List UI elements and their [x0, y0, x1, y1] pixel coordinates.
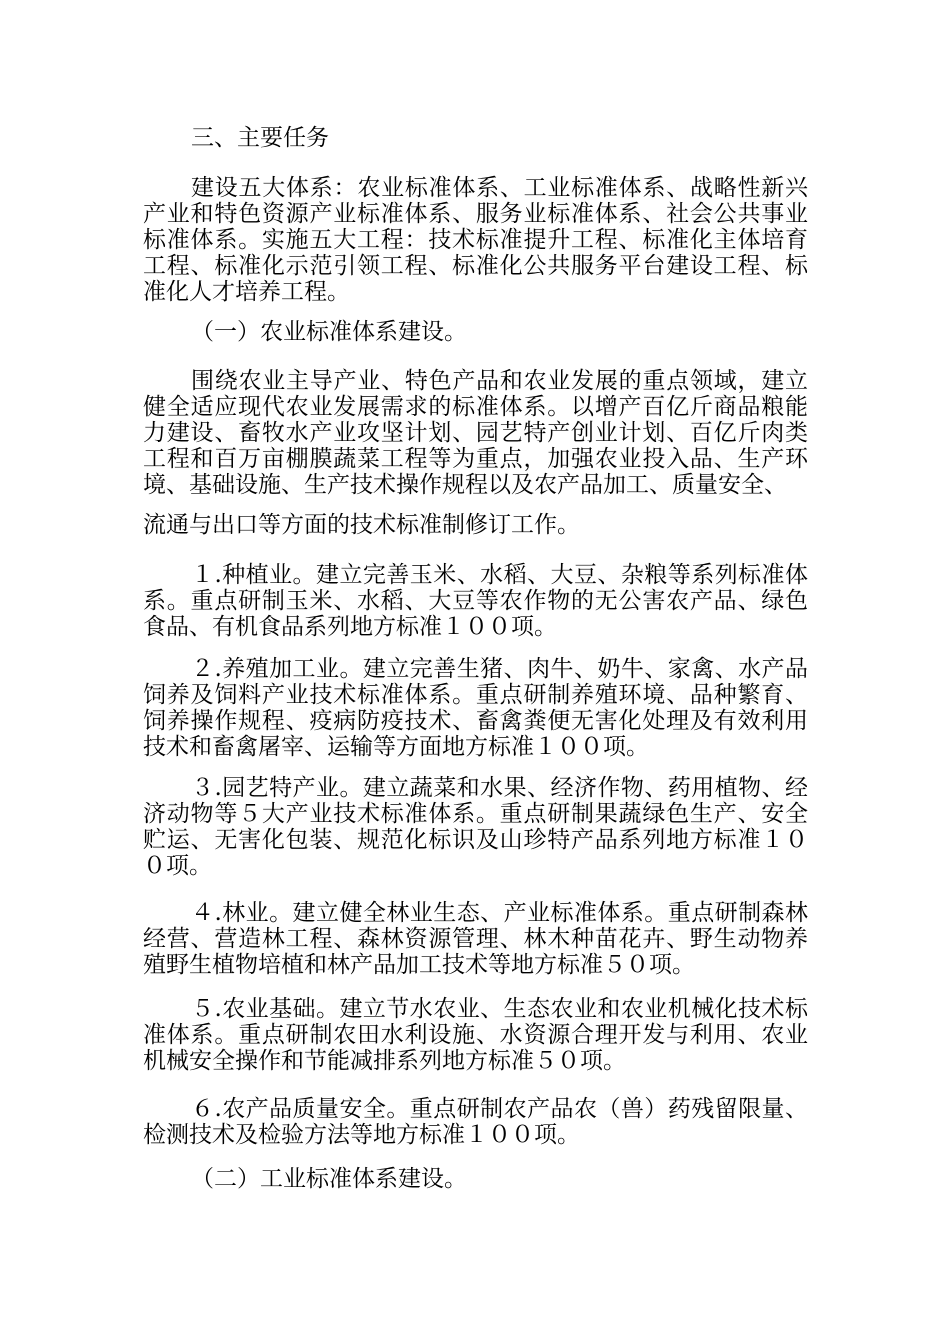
section-heading: 三、主要任务 [191, 125, 329, 151]
subsection-2-heading: （二）工业标准体系建设。 [191, 1166, 467, 1192]
item-2-paragraph: ２.养殖加工业。建立完善生猪、肉牛、奶牛、家禽、水产品饲养及饲料产业技术标准体系。重点研制养殖环境、品种繁育、饲养操作规程、疫病防疫技术、畜禽粪便无害化处理及有效利用技术和畜禽屠宰、运输等方面地方标准１００项。 [143, 656, 808, 760]
item-1-paragraph: １.种植业。建立完善玉米、水稻、大豆、杂粮等系列标准体系。重点研制玉米、水稻、大豆等农作物的无公害农产品、绿色食品、有机食品系列地方标准１００项。 [143, 562, 808, 640]
item-4-paragraph: ４.林业。建立健全林业生态、产业标准体系。重点研制森林经营、营造林工程、森林资源管理、林木种苗花卉、野生动物养殖野生植物培植和林产品加工技术等地方标准５０项。 [143, 900, 808, 978]
subsection-1-paragraph-a: 围绕农业主导产业、特色产品和农业发展的重点领域，建立健全适应现代农业发展需求的标准体系。以增产百亿斤商品粮能力建设、畜牧水产业攻坚计划、园艺特产创业计划、百亿斤肉类工程和百万亩棚膜蔬菜工程等为重点，加强农业投入品、生产环境、基础设施、生产技术操作规程以及农产品加工、质量安全、 [143, 368, 808, 498]
subsection-1-heading: （一）农业标准体系建设。 [191, 319, 467, 345]
subsection-1-paragraph-b: 流通与出口等方面的技术标准制修订工作。 [143, 512, 580, 538]
item-5-paragraph: ５.农业基础。建立节水农业、生态农业和农业机械化技术标准体系。重点研制农田水利设施、水资源合理开发与利用、农业机械安全操作和节能减排系列地方标准５０项。 [143, 996, 808, 1074]
item-3-paragraph: ３.园艺特产业。建立蔬菜和水果、经济作物、药用植物、经济动物等５大产业技术标准体系。重点研制果蔬绿色生产、安全贮运、无害化包装、规范化标识及山珍特产品系列地方标准１００项。 [143, 775, 808, 879]
item-6-paragraph: ６.农产品质量安全。重点研制农产品农（兽）药残留限量、检测技术及检验方法等地方标准１００项。 [143, 1096, 808, 1148]
intro-paragraph: 建设五大体系：农业标准体系、工业标准体系、战略性新兴产业和特色资源产业标准体系、服务业标准体系、社会公共事业标准体系。实施五大工程：技术标准提升工程、标准化主体培育工程、标准化示范引领工程、标准化公共服务平台建设工程、标准化人才培养工程。 [143, 175, 808, 305]
